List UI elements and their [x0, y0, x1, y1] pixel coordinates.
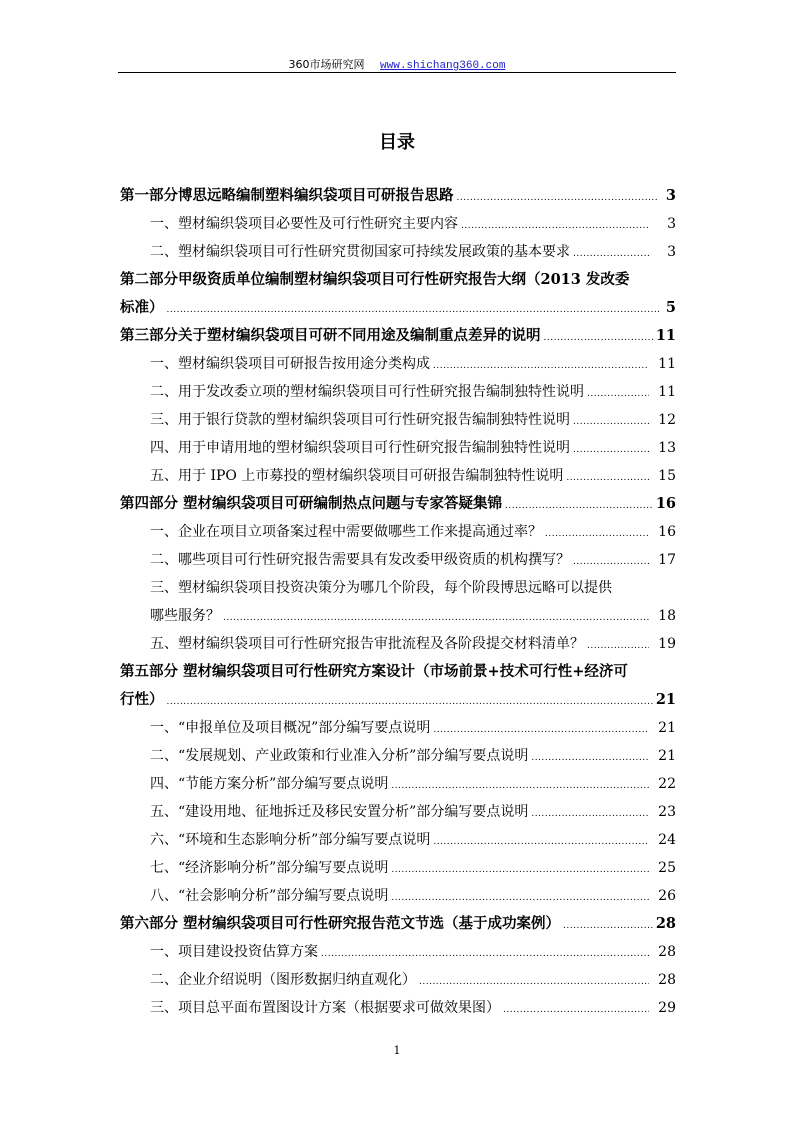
- toc-entry-text: 一、企业在项目立项备案过程中需要做哪些工作来提高通过率？: [150, 524, 542, 540]
- toc-entry-page: 21: [655, 691, 676, 708]
- toc-entry-page: 25: [658, 860, 676, 876]
- toc-leader-dots: [223, 604, 649, 632]
- toc-entry-text: 五、“建设用地、征地拆迁及移民安置分析”部分编写要点说明: [150, 804, 529, 820]
- toc-section-entry[interactable]: [120, 910, 676, 938]
- toc-subsection-entry[interactable]: [120, 518, 676, 546]
- toc-leader-dots: [587, 632, 649, 660]
- page-number: 1: [393, 1044, 401, 1057]
- header-site-name: 360市场研究网: [288, 58, 365, 71]
- toc-leader-dots: [566, 464, 649, 492]
- toc-leader-dots: [573, 240, 649, 268]
- toc-leader-dots: [461, 212, 649, 240]
- toc-subsection-entry[interactable]: [120, 798, 676, 826]
- page-title: 目录: [379, 132, 415, 153]
- toc-leader-dots: [433, 828, 649, 856]
- toc-entry-page: 22: [658, 776, 676, 792]
- toc-entry-page: 28: [655, 915, 676, 932]
- toc-entry-text: 一、塑材编织袋项目可研报告按用途分类构成: [150, 356, 430, 372]
- toc-section-entry[interactable]: [120, 182, 676, 210]
- toc-entry-text: 第六部分 塑材编织袋项目可行性研究报告范文节选（基于成功案例）: [120, 915, 561, 932]
- toc-leader-dots: [433, 716, 649, 744]
- toc-leader-dots: [391, 772, 649, 800]
- toc-leader-dots: [531, 800, 649, 828]
- toc-leader-dots: [573, 408, 649, 436]
- toc-entry-page: 11: [658, 356, 676, 372]
- toc-entry-page: 13: [658, 440, 676, 456]
- toc-subsection-entry[interactable]: [120, 406, 676, 434]
- toc-entry-text: 五、塑材编织袋项目可行性研究报告审批流程及各阶段提交材料清单？: [150, 636, 584, 652]
- toc-entry-text: 一、塑材编织袋项目必要性及可行性研究主要内容: [150, 216, 458, 232]
- toc-entry-text: 一、“申报单位及项目概况”部分编写要点说明: [150, 720, 431, 736]
- toc-entry-page: 29: [658, 1000, 676, 1016]
- toc-leader-dots: [573, 436, 649, 464]
- toc-leader-dots: [545, 520, 649, 548]
- toc-entry-text: 二、用于发改委立项的塑材编织袋项目可行性研究报告编制独特性说明: [150, 384, 584, 400]
- toc-subsection-entry[interactable]: [120, 882, 676, 910]
- toc-subsection-entry[interactable]: [120, 826, 676, 854]
- toc-entry-page: 23: [658, 804, 676, 820]
- table-of-contents: [120, 182, 676, 1022]
- toc-leader-dots: [167, 296, 660, 324]
- toc-entry-text: 三、塑材编织袋项目投资决策分为哪几个阶段，每个阶段博思远略可以提供: [150, 580, 612, 596]
- page-header: [118, 56, 676, 72]
- toc-subsection-entry[interactable]: [120, 994, 676, 1022]
- toc-entry-text: 五、用于 IPO 上市募投的塑材编织袋项目可研报告编制独特性说明: [150, 468, 564, 484]
- toc-entry-page: 15: [658, 468, 676, 484]
- toc-entry-text: 二、企业介绍说明（图形数据归纳直观化）: [150, 972, 416, 988]
- toc-leader-dots: [531, 744, 649, 772]
- toc-subsection-entry[interactable]: [120, 770, 676, 798]
- toc-section-entry[interactable]: [120, 322, 676, 350]
- toc-entry-text-continued: 行性）: [120, 691, 164, 708]
- toc-entry-page: 18: [658, 608, 676, 624]
- toc-entry-page: 21: [658, 720, 676, 736]
- toc-entry-text: 三、项目总平面布置图设计方案（根据要求可做效果图）: [150, 1000, 500, 1016]
- toc-entry-page: 3: [665, 187, 676, 204]
- toc-subsection-entry[interactable]: [120, 630, 676, 658]
- toc-leader-dots: [321, 940, 649, 968]
- toc-entry-page: 24: [658, 832, 676, 848]
- toc-section-entry[interactable]: [120, 266, 676, 322]
- toc-leader-dots: [457, 184, 660, 212]
- toc-leader-dots: [391, 884, 649, 912]
- toc-leader-dots: [433, 352, 649, 380]
- toc-entry-text-continued: 标准）: [120, 299, 164, 316]
- toc-section-entry[interactable]: [120, 490, 676, 518]
- toc-entry-text: 第五部分 塑材编织袋项目可行性研究方案设计（市场前景+技术可行性+经济可: [120, 663, 628, 680]
- toc-leader-dots: [503, 996, 649, 1024]
- toc-leader-dots: [563, 912, 653, 940]
- toc-leader-dots: [573, 548, 649, 576]
- toc-entry-page: 11: [655, 327, 676, 344]
- toc-section-entry[interactable]: [120, 658, 676, 714]
- toc-entry-page: 3: [667, 244, 676, 260]
- toc-entry-page: 26: [658, 888, 676, 904]
- toc-leader-dots: [419, 968, 649, 996]
- toc-subsection-entry[interactable]: [120, 434, 676, 462]
- toc-entry-text: 七、“经济影响分析”部分编写要点说明: [150, 860, 389, 876]
- toc-leader-dots: [587, 380, 649, 408]
- toc-entry-text: 第二部分甲级资质单位编制塑材编织袋项目可行性研究报告大纲（2013 发改委: [120, 271, 630, 288]
- toc-entry-page: 16: [658, 524, 676, 540]
- toc-entry-text: 二、“发展规划、产业政策和行业准入分析”部分编写要点说明: [150, 748, 529, 764]
- toc-entry-text: 四、“节能方案分析”部分编写要点说明: [150, 776, 389, 792]
- toc-subsection-entry[interactable]: [120, 350, 676, 378]
- toc-subsection-entry[interactable]: [120, 938, 676, 966]
- toc-entry-page: 5: [665, 299, 676, 316]
- toc-entry-page: 17: [658, 552, 676, 568]
- toc-subsection-entry[interactable]: [120, 742, 676, 770]
- header-divider: [118, 72, 676, 73]
- toc-subsection-entry[interactable]: [120, 966, 676, 994]
- toc-subsection-entry[interactable]: [120, 378, 676, 406]
- toc-entry-text: 三、用于银行贷款的塑材编织袋项目可行性研究报告编制独特性说明: [150, 412, 570, 428]
- toc-entry-page: 19: [658, 636, 676, 652]
- toc-entry-page: 12: [658, 412, 676, 428]
- toc-entry-text: 第四部分 塑材编织袋项目可研编制热点问题与专家答疑集锦: [120, 495, 503, 512]
- toc-subsection-entry[interactable]: [120, 462, 676, 490]
- toc-entry-text: 八、“社会影响分析”部分编写要点说明: [150, 888, 389, 904]
- header-url-link[interactable]: www.shichang360.com: [380, 60, 506, 72]
- toc-entry-text: 二、哪些项目可行性研究报告需要具有发改委甲级资质的机构撰写？: [150, 552, 570, 568]
- toc-entry-text: 第三部分关于塑材编织袋项目可研不同用途及编制重点差异的说明: [120, 327, 541, 344]
- toc-entry-text: 第一部分博思远略编制塑料编织袋项目可研报告思路: [120, 187, 454, 204]
- toc-leader-dots: [391, 856, 649, 884]
- toc-leader-dots: [544, 324, 653, 352]
- toc-entry-page: 21: [658, 748, 676, 764]
- toc-leader-dots: [167, 688, 653, 716]
- toc-entry-page: 11: [658, 384, 676, 400]
- toc-subsection-entry[interactable]: [120, 574, 676, 630]
- toc-entry-text: 四、用于申请用地的塑材编织袋项目可行性研究报告编制独特性说明: [150, 440, 570, 456]
- toc-subsection-entry[interactable]: [120, 854, 676, 882]
- toc-entry-text-continued: 哪些服务？: [150, 608, 220, 624]
- toc-subsection-entry[interactable]: [120, 210, 676, 238]
- toc-entry-text: 六、“环境和生态影响分析”部分编写要点说明: [150, 832, 431, 848]
- toc-entry-page: 3: [667, 216, 676, 232]
- toc-entry-text: 二、塑材编织袋项目可行性研究贯彻国家可持续发展政策的基本要求: [150, 244, 570, 260]
- toc-subsection-entry[interactable]: [120, 714, 676, 742]
- toc-leader-dots: [505, 492, 653, 520]
- toc-entry-page: 16: [655, 495, 676, 512]
- toc-entry-page: 28: [658, 972, 676, 988]
- toc-entry-text: 一、项目建设投资估算方案: [150, 944, 318, 960]
- toc-entry-page: 28: [658, 944, 676, 960]
- toc-subsection-entry[interactable]: [120, 238, 676, 266]
- toc-subsection-entry[interactable]: [120, 546, 676, 574]
